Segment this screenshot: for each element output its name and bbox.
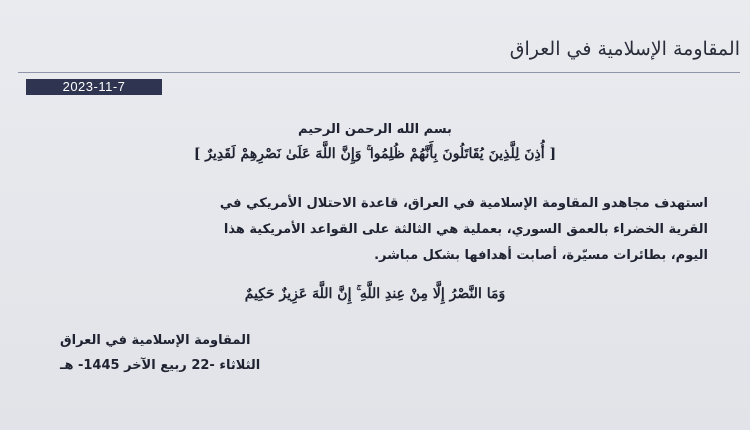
paragraph-line: اليوم، بطائرات مسيّرة، أصابت أهدافها بشكل مباشر. [374,248,708,263]
organization-logo-text: المقاومة الإسلامية في العراق [509,38,740,60]
paragraph-line: القرية الخضراء بالعمق السوري، بعملية هي الثالثة على القواعد الأمريكية هذا [223,222,708,237]
quran-verse-top: [ أُذِنَ لِلَّذِينَ يُقَاتَلُونَ بِأَنَّهُمْ ظُلِمُوا ۚ وَإِنَّ اللَّهَ عَلَىٰ نَصْرِهِمْ لَقَدِيرٌ ] [193,146,557,162]
date-badge: 2023-11-7 [26,79,162,95]
basmala: بسم الله الرحمن الرحيم [298,122,452,137]
signature: المقاومة الإسلامية في العراق [60,333,251,348]
hijri-date: الثلاثاء -22 ربيع الآخر 1445- هـ [60,358,261,373]
paragraph-line: استهدف مجاهدو المقاومة الإسلامية في العراق، قاعدة الاحتلال الأمريكي في [219,196,708,211]
quran-verse-bottom: وَمَا النَّصْرُ إِلَّا مِنْ عِندِ اللَّهِ ۚ إِنَّ اللَّهَ عَزِيزٌ حَكِيمٌ [244,286,506,302]
header-divider [18,72,740,73]
